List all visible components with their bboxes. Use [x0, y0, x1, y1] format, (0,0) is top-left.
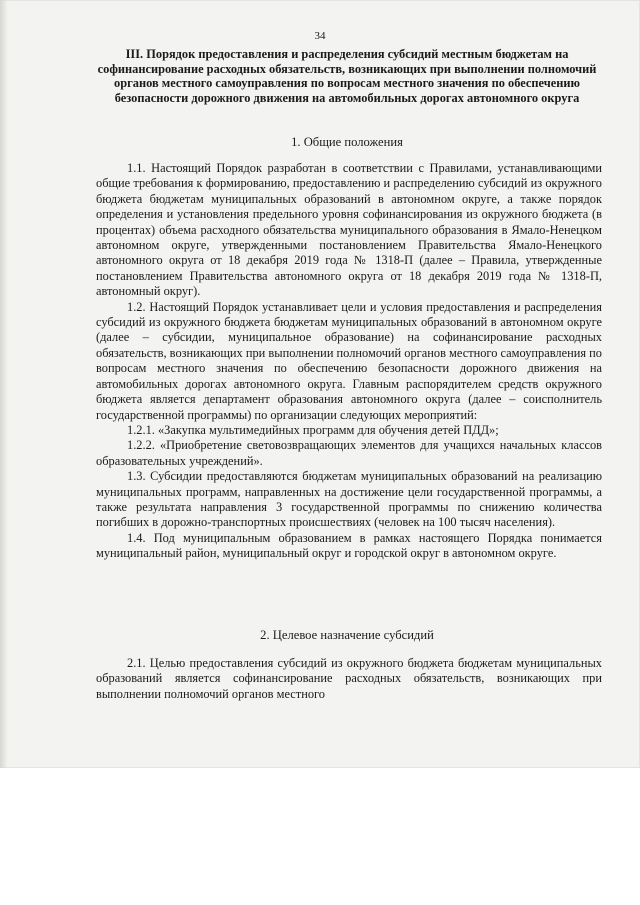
paragraph-2-1: 2.1. Целью предоставления субсидий из окружного бюджета бюджетам муниципальных образований является софинансирование расходных обязательств, возникающих при выполнении полномочий органов местного [96, 656, 602, 701]
chapter-heading: III. Порядок предоставления и распределения субсидий местным бюджетам на софинансирование расходных обязательств, возникающих при выполнении полномочий органов местного самоуправления по вопросам местного значения по обеспечению безопасности дорожного движения на автомобильных дорогах автономного округа [97, 47, 597, 105]
paragraph-1-2-1: 1.2.1. «Закупка мультимедийных программ для обучения детей ПДД»; [127, 422, 499, 437]
page-number: 34 [314, 30, 326, 42]
paragraph-1-2-2: 1.2.2. «Приобретение световозвращающих элементов для учащихся начальных классов образовательных учреждений». [96, 438, 602, 468]
paragraph-1-2: 1.2. Настоящий Порядок устанавливает цели и условия предоставления и распределения субсидий из окружного бюджета бюджетам муниципальных образований в автономном округе (далее – субсидии, муниципальное образование) на софинансирование расходных обязательств, возникающих при выполнении полномочий органов местного самоуправления по вопросам местного значения по обеспечению безопасности дорожного движения на автомобильных дорогах автономного округа. Главным распорядителем средств окружного бюджета является департамент образования автономного округа (далее – соисполнитель государственной программы) по организации следующих мероприятий: [96, 299, 602, 422]
paragraph-1-4: 1.4. Под муниципальным образованием в рамках настоящего Порядка понимается муниципальный район, муниципальный округ и городской округ в автономном округе. [96, 530, 602, 561]
section-title-purpose-of-subsidies: 2. Целевое назначение субсидий [260, 628, 434, 642]
paragraph-1-1: 1.1. Настоящий Порядок разработан в соответствии с Правилами, устанавливающими общие требования к формированию, предоставлению и распределению субсидий из окружного бюджета бюджетам муниципальных образований в автономном округе, а также порядок определения и установления предельного уровня софинансирования из окружного бюджета (в процентах) объема расходного обязательства муниципального образования в Ямало-Ненецком автономном округе, утвержденными постановлением Правительства Ямало-Ненецкого автономного округа от 18 декабря 2019 года № 1318-П (далее – Правила, утвержденные постановлением Правительства автономного округа от 18 декабря 2019 года № 1318-П, автономный округ). [96, 161, 602, 299]
section-purpose-of-subsidies-body [96, 656, 602, 702]
section-title-general-provisions: 1. Общие положения [291, 135, 403, 149]
paragraph-1-3: 1.3. Субсидии предоставляются бюджетам муниципальных образований на реализацию муниципальных программ, направленных на достижение цели государственной программы, а также результата направления 3 государственной программы по снижению количества погибших в дорожно-транспортных происшествиях (человек на 100 тысяч населения). [96, 469, 602, 530]
section-general-provisions-body [96, 161, 602, 562]
